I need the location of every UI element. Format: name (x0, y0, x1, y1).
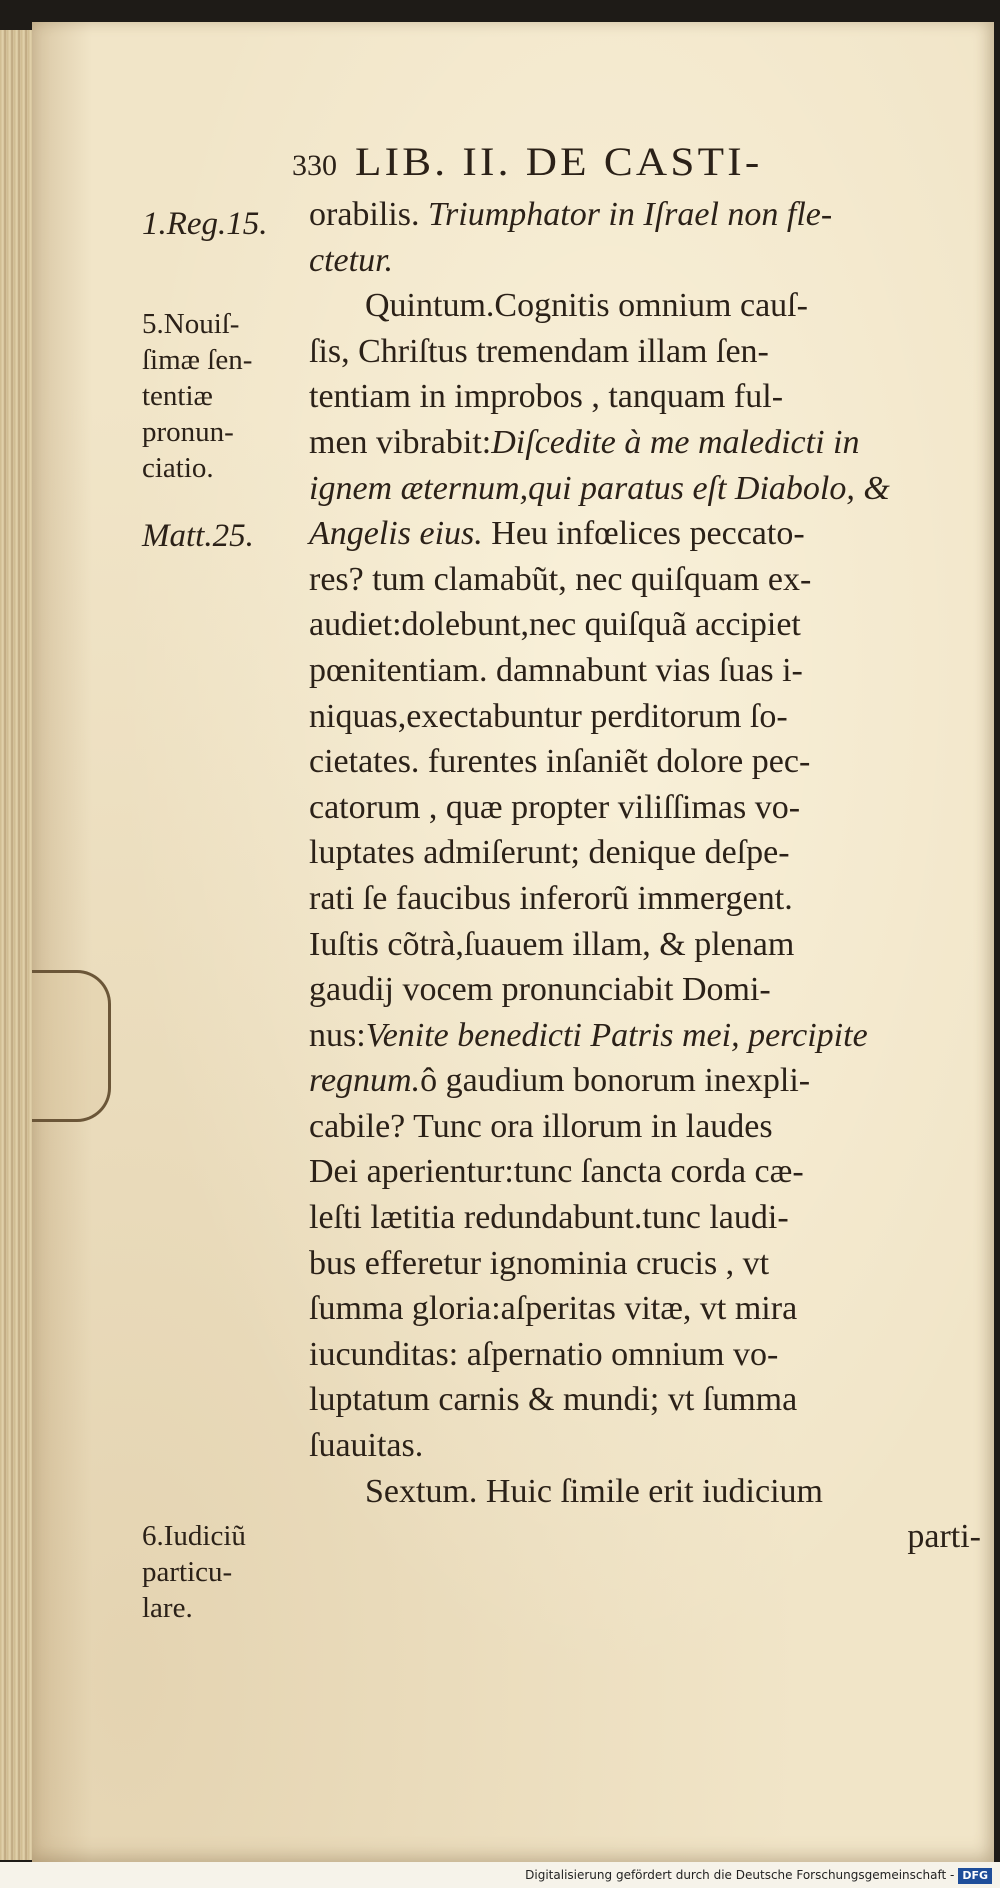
text-line: catorum , quæ propter viliſſimas vo- (309, 788, 801, 826)
text-line: res? tum clamabũt, nec quiſquam ex- (309, 560, 812, 598)
dfg-logo: DFG (958, 1868, 992, 1884)
text-line: cietates. furentes inſaniẽt dolore pec- (309, 743, 811, 781)
text-line: leſti lætitia redundabunt.tunc laudi- (309, 1199, 789, 1237)
running-title: LIB. II. DE CASTI- (355, 139, 763, 184)
margin-note-6: 6.Iudiciũ particu- lare. (142, 1520, 246, 1624)
text-line: ignem æternum,qui paratus eſt Diabolo, & (309, 469, 890, 507)
text-line: rati ſe faucibus inferorũ immergent. (309, 879, 793, 917)
text-line: ctetur. (309, 241, 394, 279)
text-line: nus:Venite benedicti Patris mei, percipite (309, 1016, 868, 1054)
bookmark-tab (32, 970, 111, 1122)
text-line: tentiam in improbos , tanquam ful- (309, 378, 784, 416)
page-number: 330 (292, 149, 337, 182)
text-line: men vibrabit:Diſcedite à me maledicti in (309, 423, 860, 461)
text-line: audiet:dolebunt,nec quiſquã accipiet (309, 606, 801, 644)
margin-note-5: 5.Nouiſ- ſimæ ſen- tentiæ pronun- ciatio. (142, 308, 253, 484)
footer-credit: Digitalisierung gefördert durch die Deutsche Forschungsgemeinschaft - (525, 1868, 955, 1882)
text-line: cabile? Tunc ora illorum in laudes (309, 1107, 773, 1145)
margin-reference-1: 1.Reg.15. (142, 206, 268, 242)
text-line: iucunditas: aſpernatio omnium vo- (309, 1335, 779, 1373)
main-text (309, 192, 989, 1560)
text-line: Angelis eius. Heu infœlices peccato- (309, 515, 805, 553)
text-line: bus efferetur ignominia crucis , vt (309, 1244, 770, 1282)
digitization-footer (0, 1862, 1000, 1888)
text-line: ſuauitas. (309, 1427, 424, 1465)
text-line: luptates admiſerunt; denique deſpe- (309, 834, 790, 872)
text-line: pœnitentiam. damnabunt vias ſuas i- (309, 651, 803, 689)
text-line: Dei aperientur:tunc ſancta corda cæ- (309, 1153, 804, 1191)
text-line: luptatum carnis & mundi; vt ſumma (309, 1381, 798, 1419)
text-line: niquas,exectabuntur perditorum ſo- (309, 697, 788, 735)
catchword: parti- (907, 1518, 981, 1556)
text-line: Quintum.Cognitis omnium cauſ- (365, 287, 808, 325)
text-line: ſumma gloria:aſperitas vitæ, vt mira (309, 1290, 798, 1328)
running-head (292, 138, 763, 185)
text-line: regnum.ô gaudium bonorum inexpli- (309, 1062, 811, 1100)
text-line: gaudij vocem pronunciabit Domi- (309, 971, 771, 1009)
margin-reference-2: Matt.25. (142, 518, 254, 554)
text-line: Iuſtis cõtrà,ſuauem illam, & plenam (309, 925, 795, 963)
text-line: Sextum. Huic ſimile erit iudicium (365, 1472, 823, 1510)
text-line: orabilis. Triumphator in Iſrael non fle- (309, 196, 833, 233)
text-line: ſis, Chriſtus tremendam illam ſen- (309, 332, 769, 370)
